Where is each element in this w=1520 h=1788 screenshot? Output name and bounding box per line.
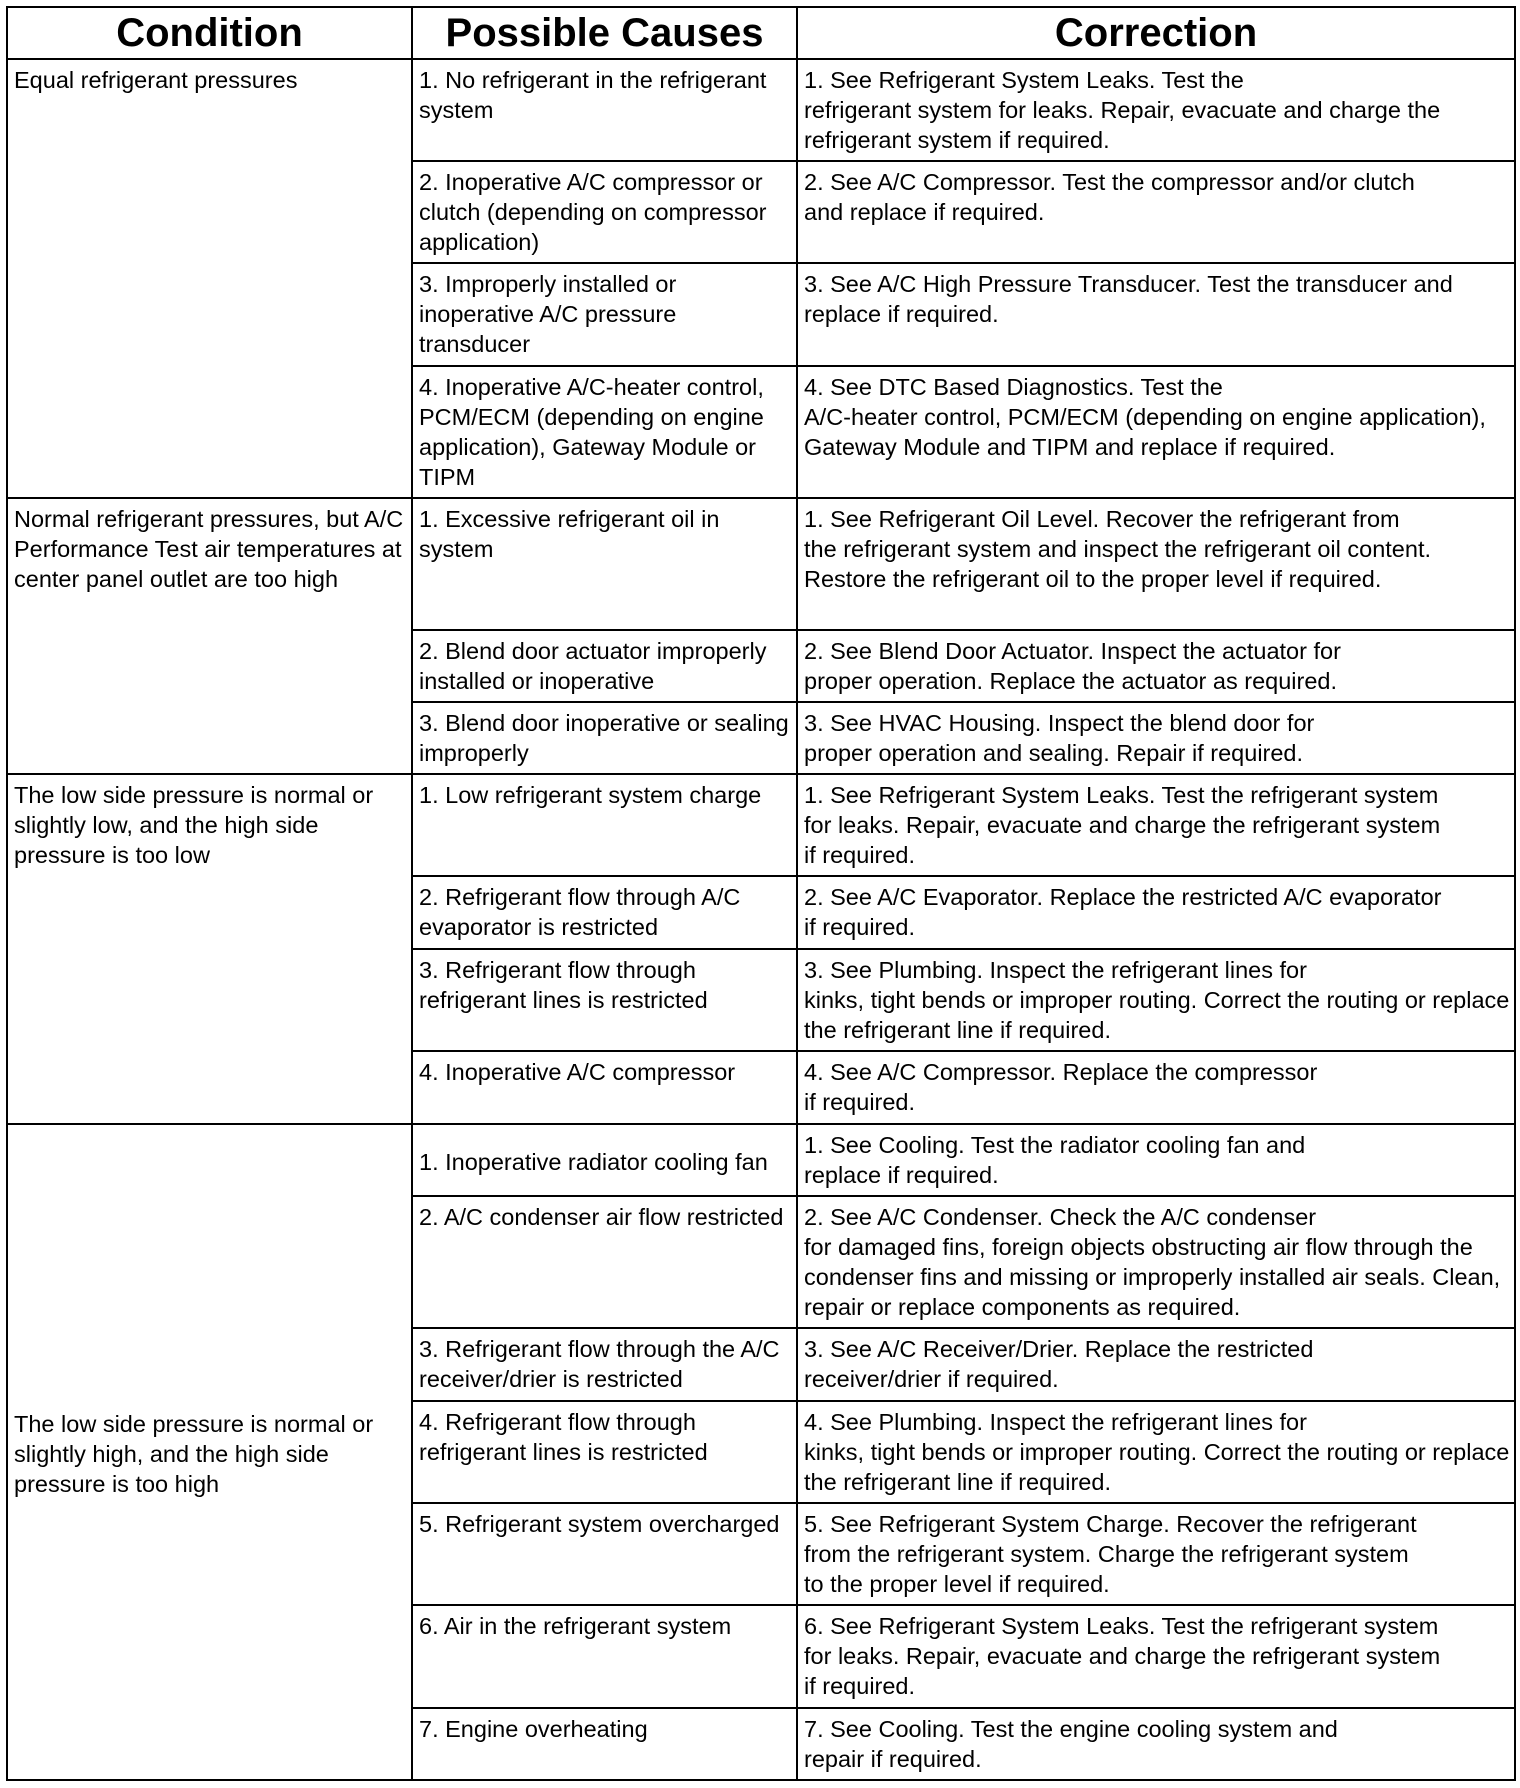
correction-cell: 2. See A/C Condenser. Check the A/C condenser for damaged fins, foreign objects obstructing air flow through the condenser fins and missing or improperly installed air seals. Clean, repair or replace components as required. <box>797 1196 1515 1328</box>
cause-cell: 4. Refrigerant flow through refrigerant lines is restricted <box>412 1401 797 1503</box>
table-row <box>7 59 1515 161</box>
correction-cell: 2. See A/C Evaporator. Replace the restricted A/C evaporator if required. <box>797 876 1515 949</box>
cause-cell: 3. Refrigerant flow through the A/C receiver/drier is restricted <box>412 1328 797 1401</box>
correction-cell: 1. See Refrigerant System Leaks. Test the refrigerant system for leaks. Repair, evacuate and charge the refrigerant system if required. <box>797 774 1515 876</box>
cause-cell: 2. Blend door actuator improperly installed or inoperative <box>412 630 797 702</box>
correction-cell: 2. See Blend Door Actuator. Inspect the actuator for proper operation. Replace the actuator as required. <box>797 630 1515 702</box>
correction-cell: 7. See Cooling. Test the engine cooling system and repair if required. <box>797 1708 1515 1780</box>
correction-cell: 1. See Refrigerant System Leaks. Test the refrigerant system for leaks. Repair, evacuate and charge the refrigerant system if required. <box>797 59 1515 161</box>
cause-cell: 1. No refrigerant in the refrigerant system <box>412 59 797 161</box>
correction-cell: 1. See Refrigerant Oil Level. Recover the refrigerant from the refrigerant system and inspect the refrigerant oil content. Restore the refrigerant oil to the proper level if required. <box>797 498 1515 630</box>
condition-header: Condition <box>7 7 412 59</box>
cause-cell: 5. Refrigerant system overcharged <box>412 1503 797 1605</box>
correction-cell: 3. See A/C High Pressure Transducer. Test the transducer and replace if required. <box>797 263 1515 366</box>
cause-cell: 2. Refrigerant flow through A/C evaporator is restricted <box>412 876 797 949</box>
correction-cell: 4. See Plumbing. Inspect the refrigerant lines for kinks, tight bends or improper routing. Correct the routing or replace the refrigerant line if required. <box>797 1401 1515 1503</box>
correction-cell: 3. See A/C Receiver/Drier. Replace the restricted receiver/drier if required. <box>797 1328 1515 1401</box>
cause-cell: 6. Air in the refrigerant system <box>412 1605 797 1708</box>
correction-header: Correction <box>797 7 1515 59</box>
cause-cell: 1. Excessive refrigerant oil in system <box>412 498 797 630</box>
cause-cell: 1. Low refrigerant system charge <box>412 774 797 876</box>
cause-cell: 2. Inoperative A/C compressor or clutch (depending on compressor application) <box>412 161 797 263</box>
correction-cell: 5. See Refrigerant System Charge. Recover the refrigerant from the refrigerant system. Charge the refrigerant system to the proper level if required. <box>797 1503 1515 1605</box>
correction-cell: 6. See Refrigerant System Leaks. Test the refrigerant system for leaks. Repair, evacuate and charge the refrigerant system if required. <box>797 1605 1515 1708</box>
possible-causes-header: Possible Causes <box>412 7 797 59</box>
correction-cell: 2. See A/C Compressor. Test the compressor and/or clutch and replace if required. <box>797 161 1515 263</box>
condition-cell: Normal refrigerant pressures, but A/C Performance Test air temperatures at center panel outlet are too high <box>7 498 412 774</box>
condition-cell: The low side pressure is normal or slightly low, and the high side pressure is too low <box>7 774 412 1124</box>
correction-cell: 3. See HVAC Housing. Inspect the blend door for proper operation and sealing. Repair if required. <box>797 702 1515 774</box>
condition-cell: The low side pressure is normal or slightly high, and the high side pressure is too high <box>7 1124 412 1780</box>
correction-cell: 3. See Plumbing. Inspect the refrigerant lines for kinks, tight bends or improper routing. Correct the routing or replace the refrigerant line if required. <box>797 949 1515 1051</box>
correction-cell: 4. See DTC Based Diagnostics. Test the A/C-heater control, PCM/ECM (depending on engine application), Gateway Module and TIPM and replace if required. <box>797 366 1515 498</box>
cause-cell: 7. Engine overheating <box>412 1708 797 1780</box>
correction-cell: 4. See A/C Compressor. Replace the compressor if required. <box>797 1051 1515 1124</box>
cause-cell: 3. Blend door inoperative or sealing improperly <box>412 702 797 774</box>
diagnosis-table <box>6 6 1516 1781</box>
condition-cell: Equal refrigerant pressures <box>7 59 412 498</box>
cause-cell: 1. Inoperative radiator cooling fan <box>412 1124 797 1196</box>
cause-cell: 3. Improperly installed or inoperative A/C pressure transducer <box>412 263 797 366</box>
table-row <box>7 774 1515 876</box>
cause-cell: 2. A/C condenser air flow restricted <box>412 1196 797 1328</box>
table-row <box>7 1124 1515 1196</box>
cause-cell: 4. Inoperative A/C-heater control, PCM/ECM (depending on engine application), Gateway Module or TIPM <box>412 366 797 498</box>
correction-cell: 1. See Cooling. Test the radiator cooling fan and replace if required. <box>797 1124 1515 1196</box>
cause-cell: 3. Refrigerant flow through refrigerant lines is restricted <box>412 949 797 1051</box>
table-row <box>7 498 1515 630</box>
cause-cell: 4. Inoperative A/C compressor <box>412 1051 797 1124</box>
header-row <box>7 7 1515 59</box>
